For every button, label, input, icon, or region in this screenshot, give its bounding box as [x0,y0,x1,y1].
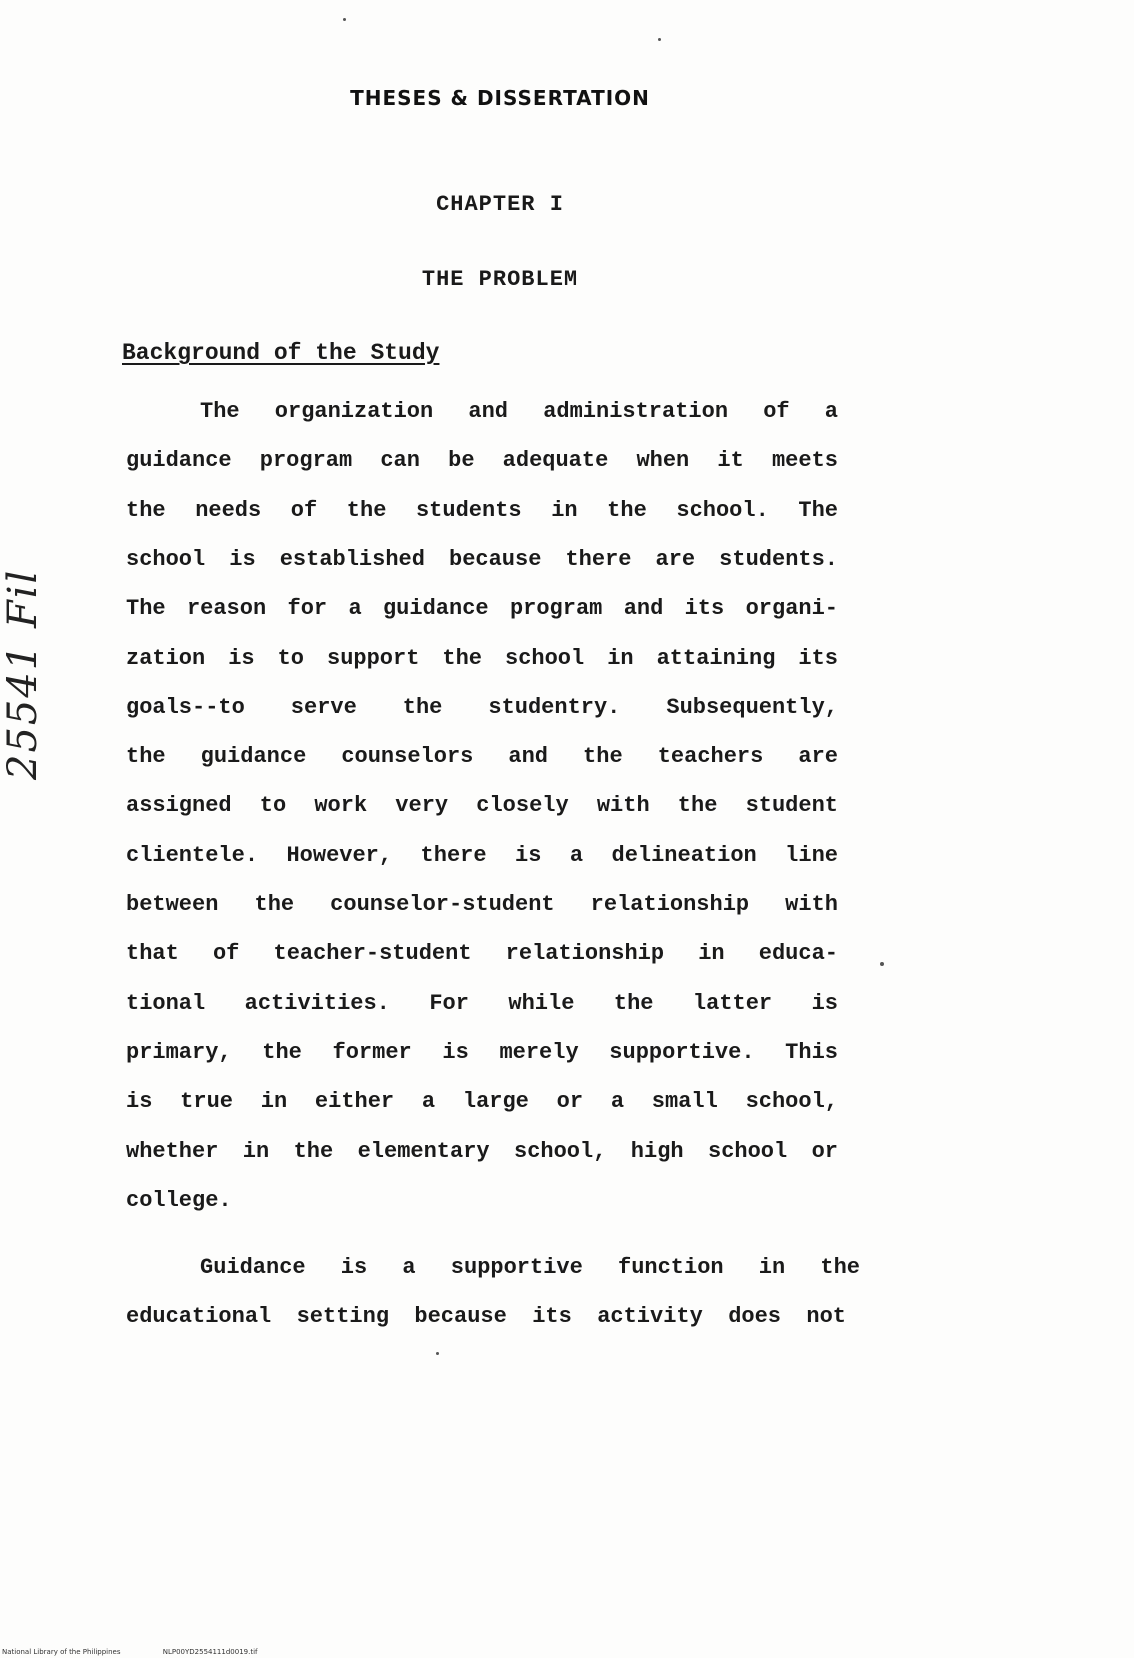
paragraph-1-line: whether in the elementary school, high school or [126,1139,838,1164]
scan-speck [880,962,884,966]
paragraph-1-line: college. [126,1188,232,1213]
scan-speck [658,38,661,41]
paragraph-1-line: that of teacher-student relationship in educa- [126,941,838,966]
scan-speck [436,1352,439,1355]
paragraph-1-line: between the counselor-student relationship with [126,892,838,917]
chapter-heading: CHAPTER I [436,192,564,217]
paragraph-1-line: guidance program can be adequate when it meets [126,448,838,473]
paragraph-2-line: Guidance is a supportive function in the [200,1255,860,1280]
paragraph-1-line: The reason for a guidance program and its organi- [126,596,838,621]
footer-file: NLP00YD2554111d0019.tif [162,1648,258,1656]
paragraph-1-line: the needs of the students in the school. The [126,498,838,523]
theses-dissertation-stamp: THESES & DISSERTATION [350,86,650,110]
paragraph-1-line: The organization and administration of a [200,399,838,424]
paragraph-1-line: the guidance counselors and the teachers are [126,744,838,769]
paragraph-1-line: tional activities. For while the latter is [126,991,838,1016]
handwritten-margin-note: 25541 Fil [0,568,46,780]
paragraph-1-line: school is established because there are students. [126,547,838,572]
paragraph-1-line: zation is to support the school in attaining its [126,646,838,671]
paragraph-1-line: assigned to work very closely with the student [126,793,838,818]
paragraph-1-line: clientele. However, there is a delineation line [126,843,838,868]
paragraph-1-line: goals--to serve the studentry. Subsequently, [126,695,838,720]
scan-footer [2,1648,297,1656]
footer-library: National Library of the Philippines [2,1648,121,1656]
section-heading: Background of the Study [122,340,440,366]
paragraph-1-line: primary, the former is merely supportive. This [126,1040,838,1065]
scan-speck [343,18,346,21]
chapter-title: THE PROBLEM [421,267,579,292]
paragraph-2-line: educational setting because its activity does not [126,1304,846,1329]
paragraph-1-line: is true in either a large or a small school, [126,1089,838,1114]
